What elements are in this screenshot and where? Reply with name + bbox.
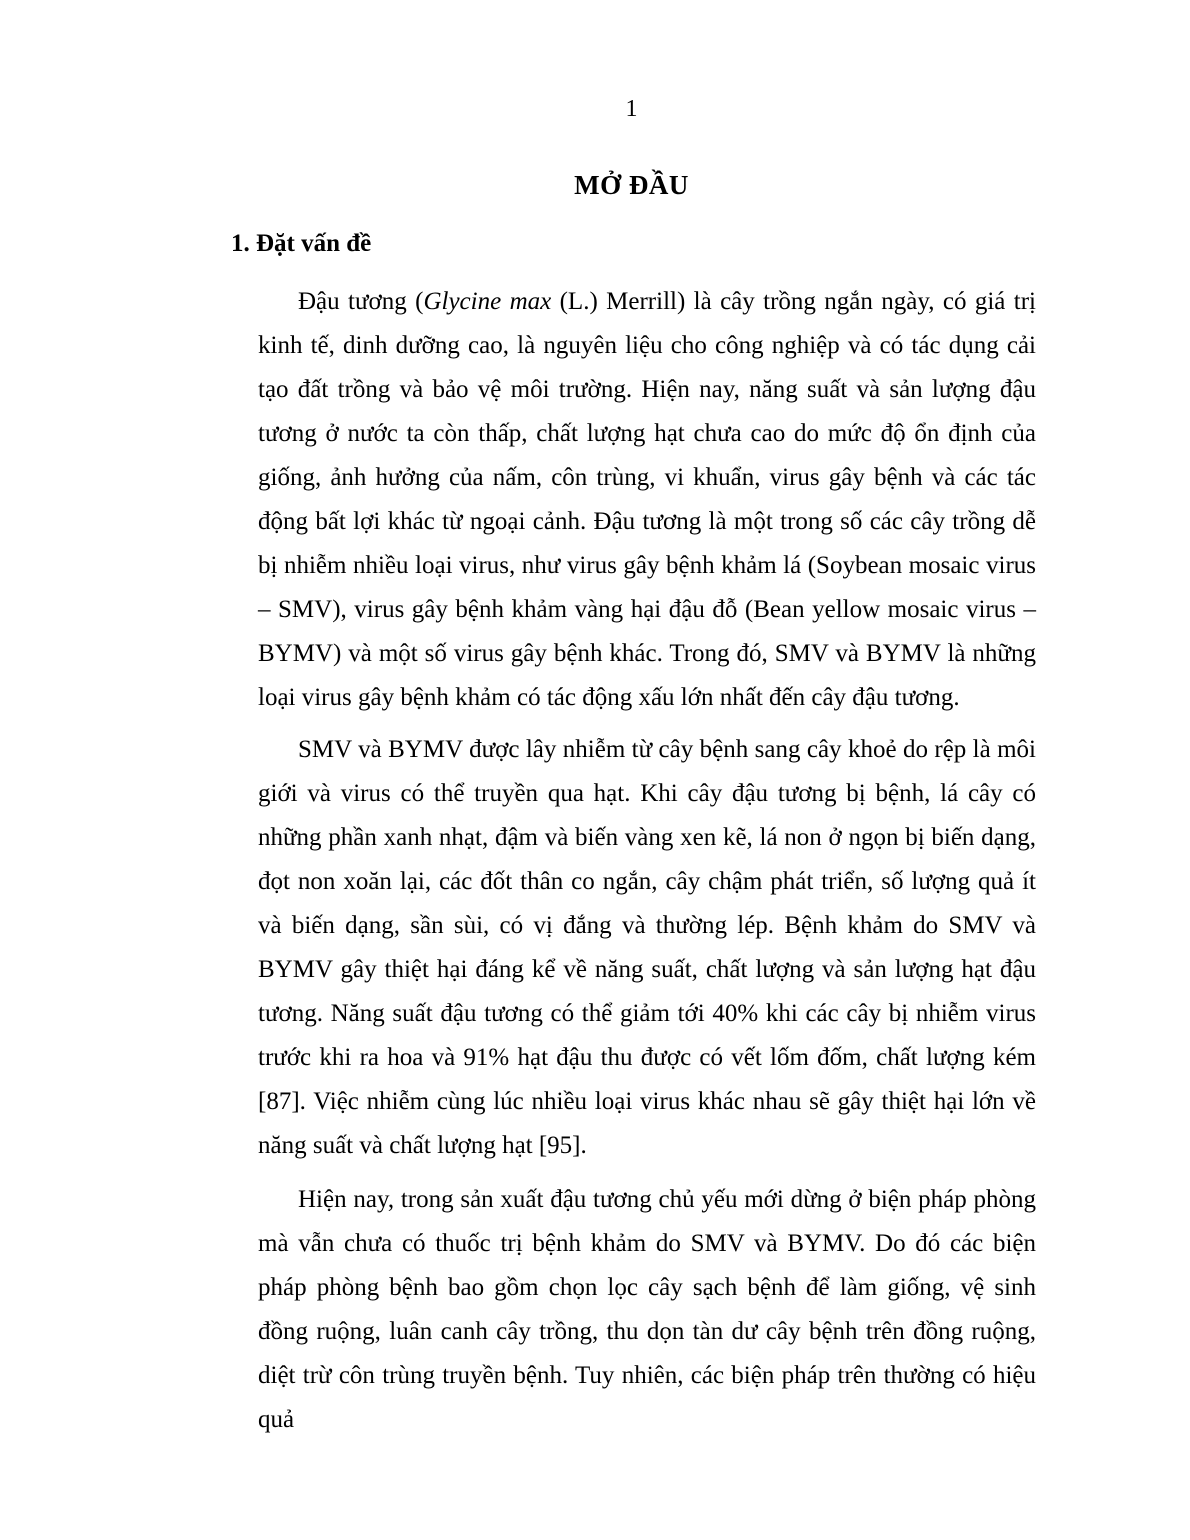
page-number: 1 <box>625 96 638 122</box>
species-name: Glycine max <box>423 288 552 315</box>
paragraph-2: SMV và BYMV được lây nhiễm từ cây bệnh sang cây khoẻ do rệp là môi giới và virus có thể truyền qua hạt. Khi cây đậu tương bị bệnh, lá cây có những phần xanh nhạt, đậm và biến vàng xen kẽ, lá non ở ngọn bị biến dạng, đọt non xoăn lại, các đốt thân co ngắn, cây chậm phát triển, số lượng quả ít và biến dạng, sần sùi, có vị đắng và thường lép. Bệnh khảm do SMV và BYMV gây thiệt hại đáng kể về năng suất, chất lượng và sản lượng hạt đậu tương. Năng suất đậu tương có thể giảm tới 40% khi các cây bị nhiễm virus trước khi ra hoa và 91% hạt đậu thu được có vết lốm đốm, chất lượng kém [87]. Việc nhiễm cùng lúc nhiều loại virus khác nhau sẽ gây thiệt hại lớn về năng suất và chất lượng hạt [95]. <box>258 736 1036 1159</box>
paragraph-1 <box>258 280 1036 720</box>
paragraph-1-rest: (L.) Merrill) là cây trồng ngắn ngày, có giá trị kinh tế, dinh dưỡng cao, là nguyên liệu cho công nghiệp và có tác dụng cải tạo đất trồng và bảo vệ môi trường. Hiện nay, năng suất và sản lượng đậu tương ở nước ta còn thấp, chất lượng hạt chưa cao do mức độ ổn định của giống, ảnh hưởng của nấm, côn trùng, vi khuẩn, virus gây bệnh và các tác động bất lợi khác từ ngoại cảnh. Đậu tương là một trong số các cây trồng dễ bị nhiễm nhiều loại virus, như virus gây bệnh khảm lá (Soybean mosaic virus – SMV), virus gây bệnh khảm vàng hại đậu đỗ (Bean yellow mosaic virus – BYMV) và một số virus gây bệnh khác. Trong đó, SMV và BYMV là những loại virus gây bệnh khảm có tác động xấu lớn nhất đến cây đậu tương. <box>258 288 1036 711</box>
paragraph-3: Hiện nay, trong sản xuất đậu tương chủ yếu mới dừng ở biện pháp phòng mà vẫn chưa có thuốc trị bệnh khảm do SMV và BYMV. Do đó các biện pháp phòng bệnh bao gồm chọn lọc cây sạch bệnh để làm giống, vệ sinh đồng ruộng, luân canh cây trồng, thu dọn tàn dư cây bệnh trên đồng ruộng, diệt trừ côn trùng truyền bệnh. Tuy nhiên, các biện pháp trên thường có hiệu quả <box>258 1186 1036 1433</box>
paragraph-1-lead: Đậu tương ( <box>298 288 424 315</box>
page-title: MỞ ĐẦU <box>574 170 689 200</box>
section-heading: 1. Đặt vấn đề <box>231 230 372 257</box>
